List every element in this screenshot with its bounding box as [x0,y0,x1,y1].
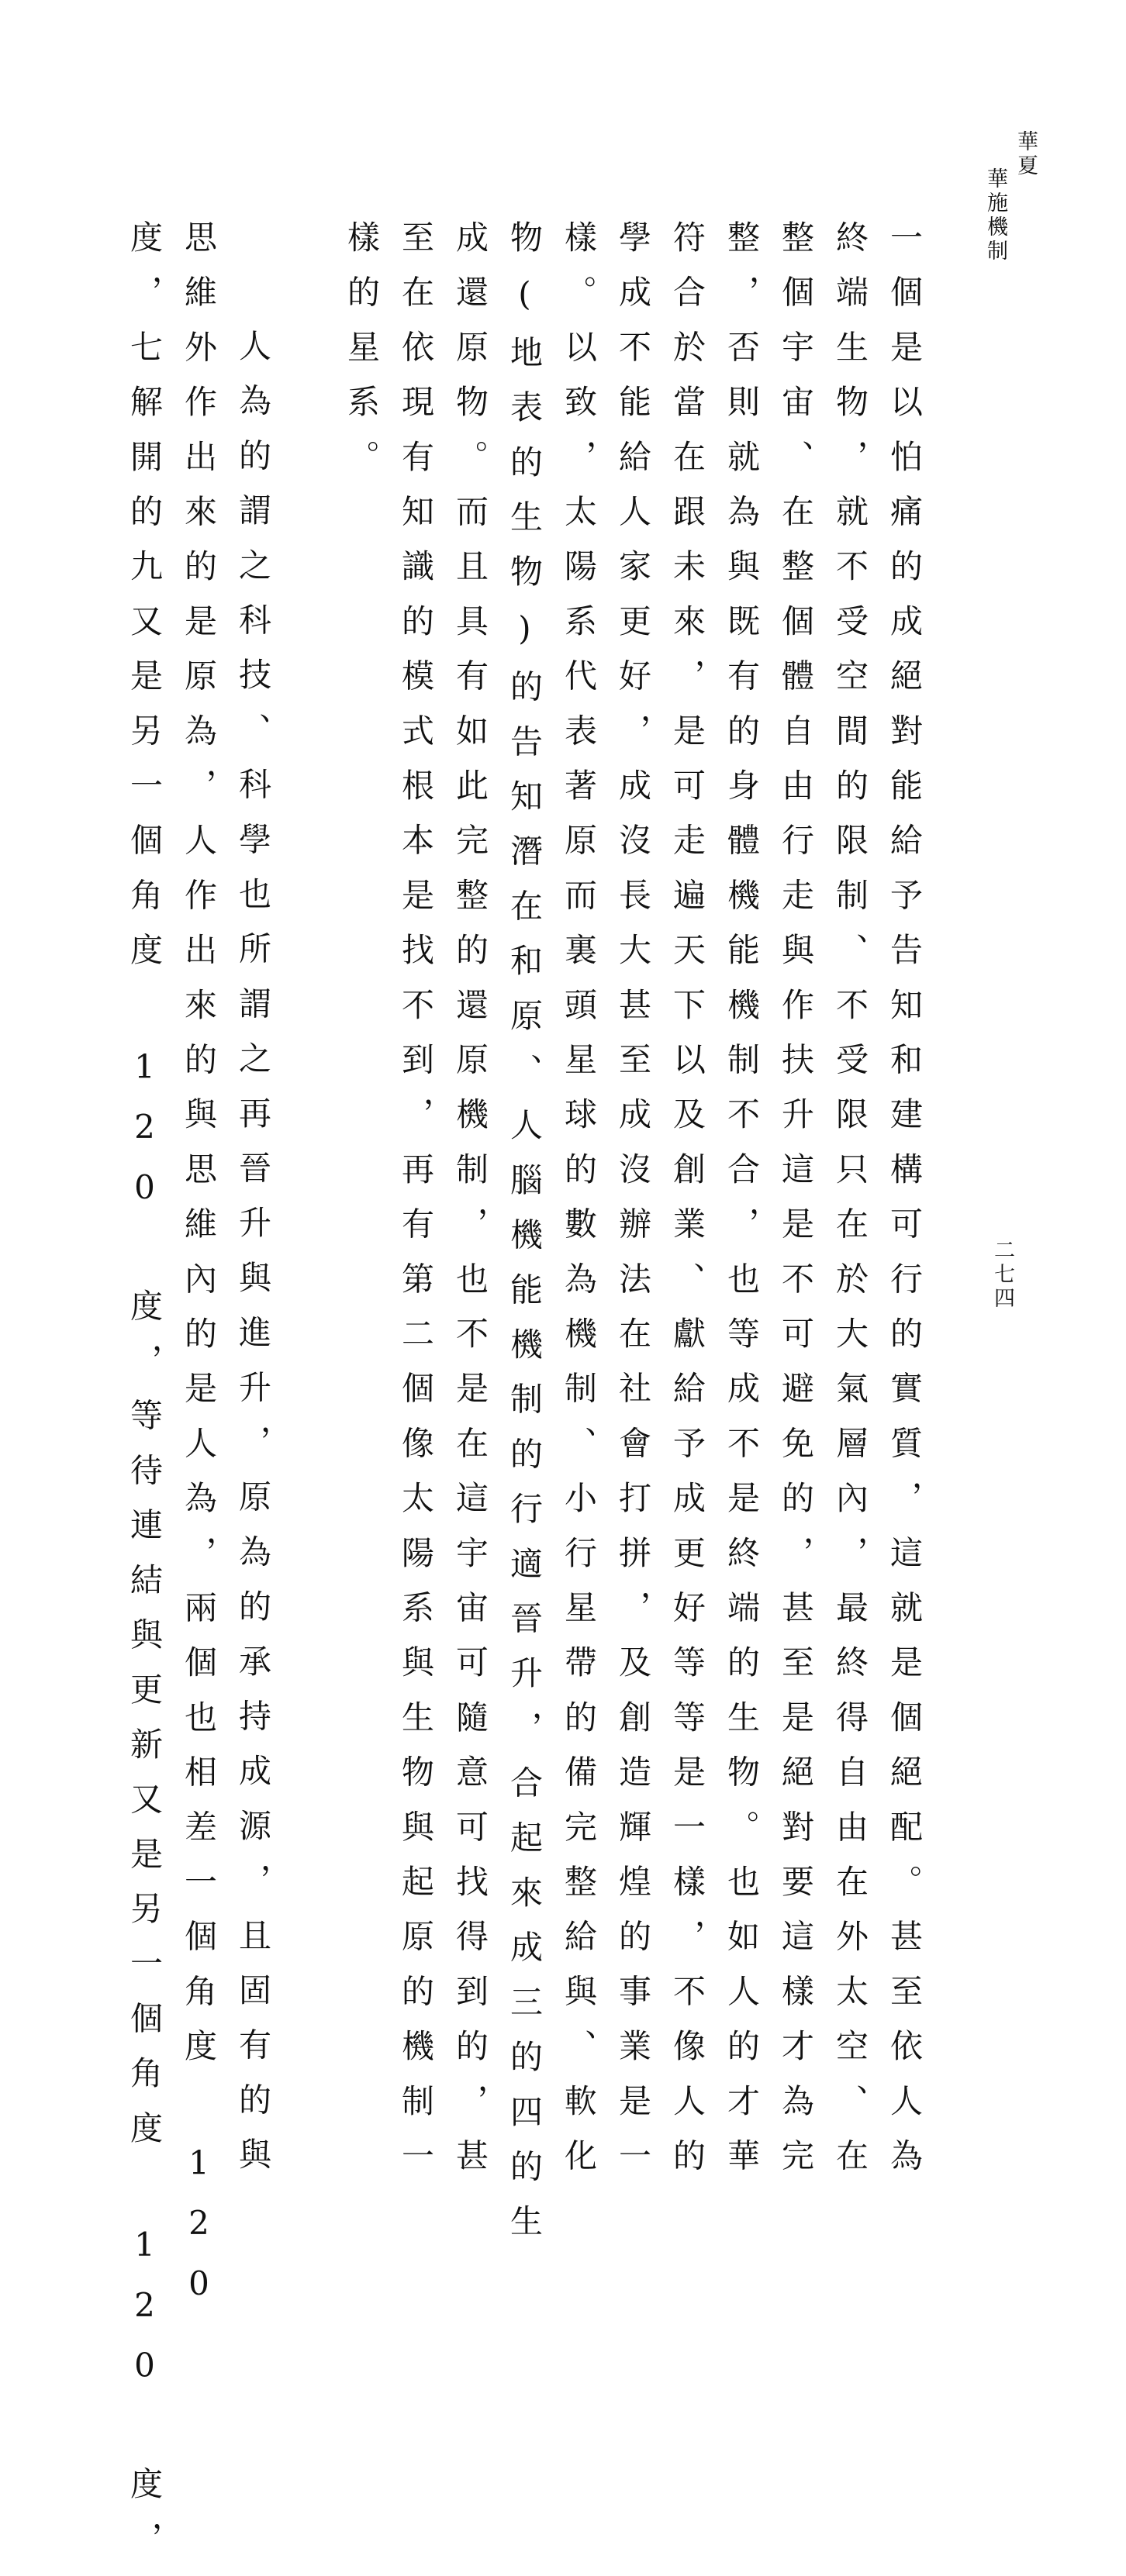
book-title: 華夏 [1014,130,1038,178]
text-line: 思維外作出來的是原為，人作出來的與思維內的是人為，兩個也相差一個角度 120 [180,220,218,2325]
text-line: 符合於當在跟未來，是可走遍天下以及創業、獻給予成更好等等是一樣，不像人的 [668,220,706,2194]
text-line: 整個宇宙、在整個體自由行走與作扶升這是不可避免的，甚至是絕對要這樣才為完 [777,220,815,2194]
text-line: 樣的星系。 [343,220,381,495]
text-line: 至在依現有知識的模式根本是找不到，再有第二個像太陽系與生物與起原的機制一 [397,220,435,2194]
text-line: 整，否則就為與既有的身體機能機制不合，也等成不是終端的生物。也如人的才華 [723,220,761,2194]
running-header [963,130,1041,332]
paragraph-gap [280,220,334,1554]
text-line: 一個是以怕痛的成絕對能給予告知和建構可行的實質，這就是個絕配。甚至依人為 [886,220,924,2194]
text-line: 物(地表的生物)的告知潛在和原、人腦機能機制的行適晉升，合起來成三的四的生 [506,220,544,2259]
text-line: 樣。以致，太陽系代表著原而裏頭星球的數為機制、小行星帶的備完整給與、軟化 [560,220,598,2194]
text-line: 人為的謂之科技、科學也所謂之再晉升與進升，原為的承持成源，且固有的與 [234,329,272,2192]
chapter-title: 華施機制 [983,167,1007,264]
text-line: 成還原物。而且具有如此完整的還原機制，也不是在這宇宙可隨意可找得到的，甚 [451,220,489,2194]
text-line: 度，七解開的九又是另一個角度 120 度，等待連結與更新又是另一個角度 120 度， [126,220,164,2576]
text-line: 學成不能給人家更好，成沒長大甚至成沒辦法在社會打拼，及創造輝煌的事業是一 [614,220,652,2194]
page-number: 二七四 [990,1239,1014,1311]
text-line: 終端生物，就不受空間的限制、不受限只在於大氣層內，最終得自由在外太空、在 [831,220,869,2194]
body-text [117,220,931,2576]
